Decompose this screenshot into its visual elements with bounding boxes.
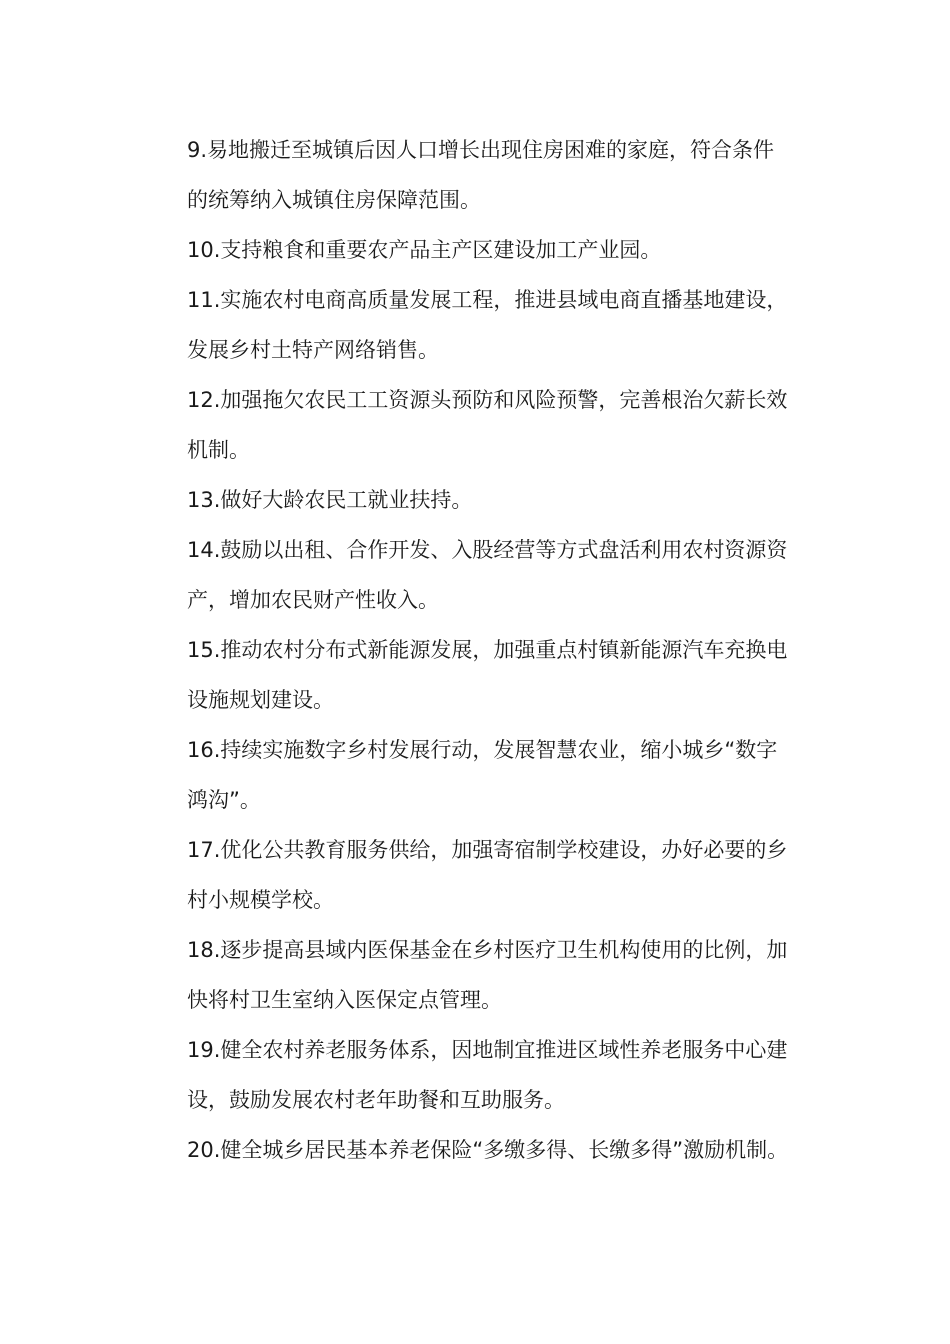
paragraph-line: 设施规划建设。 xyxy=(187,688,334,712)
paragraph-item-17 xyxy=(143,825,813,925)
paragraph-line: 17.优化公共教育服务供给，加强寄宿制学校建设，办好必要的乡 xyxy=(187,838,788,862)
paragraph-item-20 xyxy=(143,1125,813,1175)
paragraph-item-16 xyxy=(143,725,813,825)
paragraph-item-18 xyxy=(143,925,813,1025)
paragraph-line: 18.逐步提高县域内医保基金在乡村医疗卫生机构使用的比例，加 xyxy=(187,938,788,962)
paragraph-line: 10.支持粮食和重要农产品主产区建设加工产业园。 xyxy=(187,238,662,262)
paragraph-line: 16.持续实施数字乡村发展行动，发展智慧农业，缩小城乡“数字 xyxy=(187,738,778,762)
paragraph-item-10 xyxy=(143,225,813,275)
paragraph-item-11 xyxy=(143,275,813,375)
paragraph-line: 12.加强拖欠农民工工资源头预防和风险预警，完善根治欠薪长效 xyxy=(187,388,788,412)
paragraph-line: 快将村卫生室纳入医保定点管理。 xyxy=(187,988,502,1012)
paragraph-line: 15.推动农村分布式新能源发展，加强重点村镇新能源汽车充换电 xyxy=(187,638,788,662)
paragraph-line: 的统筹纳入城镇住房保障范围。 xyxy=(187,188,481,212)
paragraph-item-12 xyxy=(143,375,813,475)
paragraph-line: 11.实施农村电商高质量发展工程，推进县域电商直播基地建设， xyxy=(187,288,788,312)
paragraph-line: 发展乡村土特产网络销售。 xyxy=(187,338,439,362)
paragraph-line: 19.健全农村养老服务体系，因地制宜推进区域性养老服务中心建 xyxy=(187,1038,788,1062)
paragraph-line: 鸿沟”。 xyxy=(187,788,261,812)
paragraph-line: 产，增加农民财产性收入。 xyxy=(187,588,439,612)
paragraph-line: 村小规模学校。 xyxy=(187,888,334,912)
paragraph-line: 14.鼓励以出租、合作开发、入股经营等方式盘活利用农村资源资 xyxy=(187,538,788,562)
paragraph-line: 20.健全城乡居民基本养老保险“多缴多得、长缴多得”激励机制。 xyxy=(187,1138,789,1162)
paragraph-line: 设，鼓励发展农村老年助餐和互助服务。 xyxy=(187,1088,565,1112)
paragraph-line: 机制。 xyxy=(187,438,250,462)
paragraph-line: 13.做好大龄农民工就业扶持。 xyxy=(187,488,473,512)
paragraph-item-15 xyxy=(143,625,813,725)
paragraph-item-14 xyxy=(143,525,813,625)
paragraph-item-19 xyxy=(143,1025,813,1125)
paragraph-item-13 xyxy=(143,475,813,525)
document-body xyxy=(143,125,813,1175)
paragraph-line: 9.易地搬迁至城镇后因人口增长出现住房困难的家庭，符合条件 xyxy=(187,138,775,162)
paragraph-item-9 xyxy=(143,125,813,225)
